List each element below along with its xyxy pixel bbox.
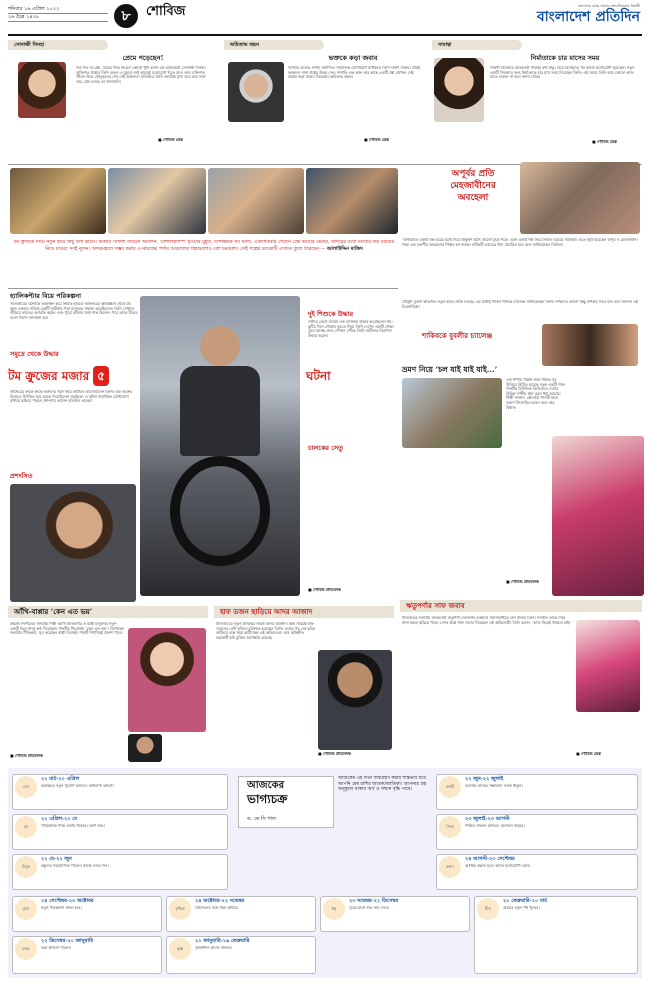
body-text: সব্য খত বা প্রেম, বিয়ের খবর নিয়েও কোনো খুশি হননি এই অভিনেত্রী সোনাক্ষী সিনহা। ব্যক্তিগত প্রশ্নেও তিনি বলেন এ মুহূর্তে শুধু কাজেই মনোযোগ দিতে চান। তার ব্যক্তিগত জীবন নিয়ে কৌতূহলের শেষ নেই ভক্তদের। বলিউডে তিনি জনপ্রিয় মুখ। তবে কার সঙ্গে তার প্রেম চলছে তা জানাননি।	[76, 66, 206, 84]
title-text: টম ক্রুজের মজার	[8, 369, 90, 383]
horoscope-box	[166, 936, 316, 974]
sign-text: ব্যবসায় লাভের সম্ভাবনা। সতর্ক থাকুন।	[465, 784, 523, 788]
credit: ■ শোবিজ ডেস্ক	[576, 752, 601, 756]
tom-face-shape	[200, 326, 240, 366]
credit: ■ শোবিজ প্রতিবেদক	[506, 580, 539, 584]
story-samantha	[432, 40, 642, 165]
title-line-2: মেহজাবীনের	[450, 181, 496, 191]
tom-body-shape	[180, 366, 260, 456]
sign-text: নতুন পরিকল্পনা সফল হবে।	[41, 906, 82, 910]
motorbike-wheel	[170, 456, 270, 566]
sign-text: প্রিয়জনের সঙ্গে সময় কাটবে।	[195, 906, 239, 910]
tom-intro	[10, 240, 398, 286]
headline: ভক্তকে কড়া জবাব	[328, 54, 378, 62]
title-line-3: অবহেলা	[457, 193, 489, 203]
sign-range: ২৪ সেপ্টেম্বর-২৩ অক্টোবর	[41, 898, 94, 904]
feature-title	[8, 366, 142, 386]
horoscope-title-2: ভাগ্যচক্র	[247, 792, 288, 806]
sub-heading-5: সমুদ্রে থেকে উদ্ধার	[10, 350, 59, 358]
horoscope-title-1: আজকের	[247, 780, 285, 791]
horoscope-box	[12, 814, 228, 850]
zodiac-sign-icon: মিথুন	[15, 856, 37, 878]
travel-photo	[402, 378, 502, 448]
horoscope-author: ড. কে সি পাল	[247, 816, 276, 822]
zodiac-sign-icon: মীন	[477, 898, 499, 920]
sign-text: আয়ের নতুন পথ খুলবে।	[503, 906, 540, 910]
sign-text: দূরের যাত্রা শুভ ফল দেবে।	[349, 906, 389, 910]
story-mehjabin	[402, 160, 642, 295]
zodiac-sign-icon: বৃশ্চিক	[169, 898, 191, 920]
horoscope-box	[12, 896, 162, 932]
sign-range: ২৪ অক্টোবর-২২ নভেম্বর	[195, 898, 245, 904]
page-number: ৮	[114, 4, 138, 28]
sign-range: ২১ মে-২১ জুন	[41, 856, 72, 862]
sign-text: আর্থিক উন্নতি হবে। কাজে মনোযোগী হোন।	[465, 864, 531, 868]
five-badge: ৫	[93, 366, 109, 386]
logo-name: বাংলাদেশ প্রতিদিন	[536, 9, 640, 25]
horoscope-intro: আজকের এই দিনে জন্মগ্রহণ করায় শান্তভাব মতে আপনি মেষ রাশির জাতক/জাতিকা। আপনার গ্রহ অনুকূলে থাকায় অর্থ ও সম্মান বৃদ্ধি পাবে।	[338, 776, 427, 793]
sign-text: পারিবারিক শান্তি বজায় থাকবে। ভ্রমণ শুভ।	[41, 824, 105, 828]
column-header: অমিতাভ বচ্চন	[224, 40, 324, 50]
lead-text: মৌসুমী বুবলী অভিনীত নতুন ছবির শুটিং চলছে। এর মধ্যেই শাকিব খানকে চ্যালেঞ্জ জানিয়েছেন তিনি। দর্শকদের ভালো কিছু উপহার দিতে চান বলে জানান এই চিত্রনায়িকা।	[402, 300, 638, 309]
ankhi-title: আঁখি-বাপ্পার ‘কেন এত ভয়’	[14, 607, 93, 616]
horoscope-box	[436, 774, 638, 810]
sign-range: ২৪ আগস্ট-২৩ সেপ্টেম্বর	[465, 856, 515, 862]
zodiac-sign-icon: বৃষ	[15, 816, 37, 838]
credit: ■ শোবিজ প্রতিবেদক	[308, 588, 341, 592]
zodiac-sign-icon: মকর	[15, 938, 37, 960]
horoscope-title-box	[238, 776, 334, 828]
zodiac-sign-icon: কুম্ভ	[169, 938, 191, 960]
sub-heading-1: হ্যালিকপ্টার বিয়ে পরিকল্পনা	[10, 292, 82, 300]
horoscope-box	[320, 896, 470, 932]
sign-range: ২০ ফেব্রুয়ারি-২০ মার্চ	[503, 898, 547, 904]
sign-range: ২১ জানুয়ারি-১৯ ফেব্রুয়ারি	[195, 938, 250, 944]
story-adar	[214, 606, 394, 764]
adar-title: হাফ ডজন ছাড়িয়ে আদর আজাদ	[220, 607, 313, 616]
horoscope-box	[166, 896, 316, 932]
sign-text: বন্ধুদের সহযোগিতা পাবেন। স্বাস্থ্যে নজর দিন।	[41, 864, 109, 868]
sign-range: ২১ মার্চ-২০ এপ্রিল	[41, 776, 80, 782]
mehjabin-title	[428, 168, 518, 204]
headline: প্রেমে পড়েছেন!	[122, 54, 164, 62]
horoscope-box	[12, 936, 162, 974]
body-text: টলিউডের জনপ্রিয় অভিনেত্রী ঋতুপর্ণা সেনগুপ্ত। বর্তমানে সমাজমাধ্যমে বেশ সক্রিয় তিনি। সম্প্রতি তাকে নিয়ে নানা মন্তব্য ছড়িয়ে পড়ে। সেসব প্রশ্নে সাফ জবাব দিয়েছেন এই অভিনেত্রী। তিনি বলেন, ‘কাজ নিয়েই থাকতে চাই।’	[402, 616, 572, 625]
horoscope-box	[474, 896, 638, 974]
rituparna-photo	[552, 436, 644, 596]
text-c: সাগরে ভেসে যাওয়া এক ব্যক্তিকে উদ্ধার করেছিলেন টম। ছুটির দিনে নৌকায় ঘুরতে গিয়ে তিনি দেখেন একটি নৌকা ডুবে যাচ্ছে। দ্রুত সেখানে পৌঁছে তিনি যাত্রীদের নিরাপদে উদ্ধার করেন।	[308, 320, 394, 338]
column-header: সোনাক্ষী সিনহা	[8, 40, 108, 50]
rituparna-title: ঋতুপর্ণার সাফ জবাব	[406, 601, 465, 610]
tom-portrait-photo	[10, 484, 136, 602]
headline: নির্মাতাকে চার মাসের সময়	[530, 54, 600, 62]
story-shakib	[402, 300, 642, 360]
tom-motorbike-photo	[140, 296, 300, 596]
author: আলাউদ্দিন মাজিদ	[326, 246, 363, 252]
sign-range: ২৩ জুলাই-২৩ আগস্ট	[465, 816, 510, 822]
column-header: সামান্থা	[432, 40, 522, 50]
sign-range: ২১ এপ্রিল-২০ মে	[41, 816, 78, 822]
amitabh-photo	[228, 62, 284, 122]
section-title: শোবিজ	[146, 4, 186, 19]
zodiac-sign-icon: তুলা	[15, 898, 37, 920]
sign-text: কর্মে প্রশংসা পাবেন।	[41, 946, 71, 950]
sonakshi-photo	[18, 62, 66, 118]
sign-text: সৃজনশীল কাজে সাফল্য।	[195, 946, 233, 950]
body-text: বিগবির ভক্তের সংখ্যা অগণিত। সামাজিক যোগাযোগ মাধ্যমেও তিনি দারুণ সক্রিয়। প্রায়ই ভক্তদের নানা প্রশ্নের উত্তর দেন। সম্প্রতি এক ভক্ত তার কাছে একটি প্রশ্ন রাখেন। সেই প্রশ্নের কড়া জবাব দিয়েছেন অমিতাভ বচ্চন।	[288, 66, 421, 80]
text-a: সত্যিকারের ঘটনাকে অবলম্বন করে নির্মিত ছবিতে অভিনয়ের অভিজ্ঞতা থেকে টম ক্রুজ একবার সত্যিই একটি দুর্ঘটনায় পড়া মানুষকে সাহায্য করেছিলেন। তিনি সেখানে দাঁড়িয়ে কাজের তদারকি করেন এবং পুরো ঘটনার সময় শান্ত ছিলেন। পরে তাকে বীরের মতো সম্মান জানানো হয়।	[10, 302, 138, 320]
text-b: শুটিংয়ের ফাঁকে ফাঁকে ভক্তদের সঙ্গে সময় কাটাতে ভালোবাসেন তিনি। এক ভক্তের বিয়েতে উপস্থিত হয়ে চমকে দিয়েছিলেন সবাইকে। এ ঘটনা সামাজিক যোগাযোগ মাধ্যমে ছড়িয়ে পড়লে প্রশংসায় ভাসেন হলিউড তারকা।	[10, 390, 133, 404]
body-text: ঢালিউডের নতুন প্রজন্মের নায়ক আদর আজাদ। অল্প সময়েই হাফ ডজনের বেশি ছবিতে চুক্তিবদ্ধ হয়েছেন তিনি। একের পর এক ছবির শুটিংয়ে ব্যস্ত সময় কাটাচ্ছেন এই অভিনেতা। তার অভিনীত কয়েকটি ছবি মুক্তির অপেক্ষায় রয়েছে।	[216, 622, 315, 640]
body-text: ‘অপরিচিত একটি বন্ধ ঘরের মধ্যে দিয়ে কিছুক্ষণ হঠাৎ আলো ঢুকে পড়ে’ এমন একটি গল্প নিয়ে নির্মিত হয়েছে নাটকটি। এতে জুটি হয়েছেন অপূর্ব ও মেহজাবীন। গল্পে এক তরুণীর অবহেলার শিকার হন নায়ক। নাটকটি এবারের ঈদে প্রচারিত হবে বলে জানিয়েছেন নির্মাতা।	[402, 238, 638, 247]
title-line-1: অপূর্বর প্রতি	[451, 169, 495, 179]
intro-rule	[8, 288, 398, 289]
horoscope-box	[12, 854, 228, 890]
zodiac-sign-icon: মেষ	[15, 776, 37, 798]
sign-range: ২২ জুন-২২ জুলাই	[465, 776, 504, 782]
masthead-rule	[8, 34, 642, 36]
bappa-photo	[128, 734, 162, 762]
story-amitabh	[224, 40, 424, 165]
still-photo-3	[208, 168, 304, 234]
zodiac-sign-icon: কন্যা	[439, 856, 461, 878]
sign-text: শিক্ষায় সাফল্য আসবে। মনোবল বাড়বে।	[465, 824, 525, 828]
credit: ■ শোবিজ প্রতিবেদক	[318, 752, 351, 756]
date-line-english: শনিবার ১৬ এপ্রিল ২০২২	[8, 6, 108, 14]
still-photo-2	[108, 168, 206, 234]
horoscope-box	[12, 774, 228, 810]
sign-range: ২২ ডিসেম্বর-২০ জানুয়ারি	[41, 938, 94, 944]
intro-text: টম ক্রুজকে নিয়ে নতুন করে কিছু বলা কঠিন। অকাট্য সাফল্য জীবনে অমলিন, ‘মার্শালক্যাম্প’ হওয়ার মুহূর্ত, বিপজ্জনক সব স্টান্ট, একাধিকবার গেছেন প্রেম ভাঙার ভেতর, অন্দরের মধ্যে নিজের নাম বারবার নিয়ে যাওয়া সবই নুতন। অন্দরমহলে সম্ভব করার এ নায়কের পর্দায় আড়ালের গল্পগুলোও বেশ চমকপ্রদ। সেই গল্পের কয়েকটি এখানে তুলে ধরেছেন —	[13, 240, 395, 252]
story-rituparna	[400, 600, 642, 764]
body-text: দক্ষিণী সিনেমার অভিনেত্রী সামান্থা রুথ প্রভু। বিয়ে বিচ্ছেদের পর কাজে মনোযোগী হয়েছেন। নতুন একটি সিনেমার জন্য নির্মাতাকে চার মাস সময় দিয়েছেন তিনি। এই সময়ে তিনি আর কোনো কাজ হাতে নেবেন না বলে জানা গেছে।	[490, 66, 635, 80]
shakib-bubly-photo	[542, 324, 638, 366]
still-photo-1	[10, 168, 106, 234]
horoscope-box	[436, 854, 638, 890]
sign-text: কর্মক্ষেত্রে নতুন সুযোগ আসবে। অর্থভাগ্য ভালো।	[41, 784, 114, 788]
mehjabin-apurba-photo	[520, 162, 640, 234]
horoscope-box	[436, 814, 638, 850]
shakib-title: শাকিবকে বুবলীর চ্যালেঞ্জ	[422, 331, 493, 340]
body-text: উচ্চাঙ্গ সংগীতের জনপ্রিয় শিল্পী আঁখি আলমগীর ও বাপ্পা মজুমদার নতুন একটি দ্বৈত গানে কণ্ঠ দিয়েছেন। গানটির শিরোনাম ‘কেন এত ভয়’। লিখেছেন জনপ্রিয় গীতিকবি, সুর করেছেন বাপ্পা নিজেই। গানটি শিগগিরই প্রকাশ পাবে।	[10, 622, 125, 636]
ankhi-photo	[128, 628, 206, 732]
credit: ■ শোবিজ প্রতিবেদক	[10, 754, 43, 758]
zodiac-sign-icon: সিংহ	[439, 816, 461, 838]
story-sonakshi	[8, 40, 213, 165]
sign-range: ২৩ নভেম্বর-২১ ডিসেম্বর	[349, 898, 399, 904]
logo-tagline: জনগণের কাছে দায়বদ্ধ সাংবাদিকতায় বিশ্বাসী	[578, 4, 640, 8]
adar-photo	[318, 650, 392, 750]
date-line-bangla: ২৬ চৈত্র ১৪২৮	[8, 14, 108, 22]
zodiac-sign-icon: কর্কট	[439, 776, 461, 798]
story-travel	[402, 366, 642, 596]
sub-heading-3: দুই শিশুকে উদ্ধার	[308, 310, 354, 318]
credit: ■ শোবিজ ডেস্ক	[364, 138, 389, 142]
credit: ■ শোবিজ ডেস্ক	[592, 140, 617, 144]
sub-heading-2: প্রশংসিত	[10, 472, 33, 480]
samantha-photo	[434, 58, 484, 122]
date-block	[8, 6, 108, 22]
sub-heading-4: চালকের সেতু	[308, 444, 344, 452]
newspaper-logo	[522, 4, 640, 25]
credit: ■ শোবিজ ডেস্ক	[158, 138, 183, 142]
still-photo-4	[306, 168, 398, 234]
travel-title: ভ্রমণ নিয়ে ‘চল যাই যাই যাই...’	[402, 365, 498, 374]
body-text: এক শাখায় পর্যটন আর গানের সুর মিলিয়ে নির্মিত হয়েছে নতুন একটি গান। গানটির মিউজিক ভিডিওতে দেশের বিভিন্ন দর্শনীয় স্থান তুলে ধরা হয়েছে। শিল্পী জানান, শ্রোতারা গানটি শুনে ভ্রমণে উৎসাহিত হবেন বলে তার বিশ্বাস।	[506, 378, 566, 410]
rituparna-photo-2	[576, 620, 640, 712]
story-ankhi	[8, 606, 208, 764]
zodiac-sign-icon: ধনু	[323, 898, 345, 920]
title-end: ঘটনা	[306, 369, 331, 383]
